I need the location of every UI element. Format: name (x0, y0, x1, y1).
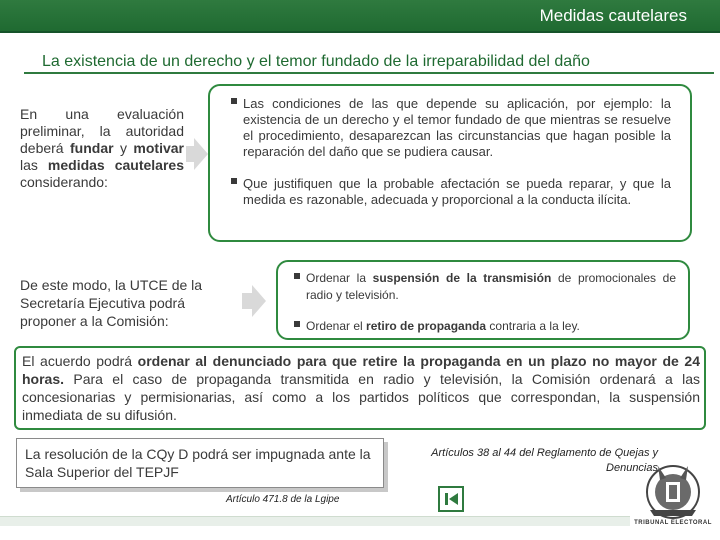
articles-reference: Artículos 38 al 44 del Reglamento de Quejas y Denuncias (431, 447, 658, 474)
intro-text-part: y (113, 140, 134, 156)
arrow-right-icon (186, 146, 194, 162)
arrow-right-icon (242, 293, 252, 309)
intro-text-part: En una evaluación preliminar, la autoridad deberá (20, 106, 184, 156)
intro-text (20, 106, 184, 191)
order-item (306, 318, 676, 335)
agreement-bold: ordenar al denunciado para que retire la propaganda en un plazo no mayor de 24 horas. (22, 353, 701, 387)
intro-text-part: las (20, 157, 48, 173)
utce-text: De este modo, la UTCE de la Secretaría Ejecutiva podrá proponer a la Comisión: (20, 277, 203, 329)
section-subtitle: La existencia de un derecho y el temor fundado de la irreparabilidad del daño (42, 53, 590, 70)
intro-bold-fundar: fundar (70, 140, 114, 156)
resolution-box (16, 438, 384, 488)
logo-caption: TRIBUNAL ELECTORAL (634, 520, 712, 526)
agreement-box (14, 346, 706, 430)
arrow-right-icon (252, 285, 266, 317)
bullet-icon (294, 321, 300, 327)
slide-title: Medidas cautelares (539, 6, 687, 25)
bullet-icon (294, 273, 300, 279)
agreement-text-part: Para el caso de propaganda transmitida en radio y televisión, la Comisión ordenará a las concesionarias y permisionarias, así como a los partidos políticos que correspondan, la suspensión inmediata de su difusión. (22, 371, 700, 423)
arrow-right-icon (194, 138, 208, 170)
intro-bold-medidas: medidas cautelares (47, 157, 184, 173)
agreement-text-part: El acuerdo podrá (22, 353, 138, 369)
footer-stripe (0, 516, 630, 526)
first-slide-icon (449, 493, 458, 505)
header-bar (0, 0, 720, 33)
order-bold: suspensión de la transmisión (372, 271, 552, 285)
lgipe-reference: Artículo 471.8 de la Lgipe (226, 494, 340, 505)
first-slide-button[interactable] (438, 486, 464, 512)
order-text-part: Ordenar el (306, 319, 367, 333)
order-bold: retiro de propaganda (366, 319, 487, 333)
order-item (306, 270, 676, 304)
bullet-icon (231, 178, 237, 184)
bullet-icon (231, 98, 237, 104)
agreement-text (22, 352, 700, 424)
first-slide-icon (445, 493, 448, 505)
intro-text-part: considerando: (20, 174, 108, 190)
resolution-text: La resolución de la CQy D podrá ser impugnada ante la Sala Superior del TEPJF (25, 446, 371, 480)
subtitle-divider (24, 72, 714, 74)
order-text-part: de promocionales de radio y televisión. (306, 271, 676, 302)
condition-item: Las condiciones de las que depende su aplicación, por ejemplo: la existencia de un derecho y el temor fundado de que mientras se resuelve el procedimiento, desaparezcan las circunstancias que hagan posible la reparación del daño que se pudiera causar. (243, 96, 671, 159)
order-text-part: contraria a la ley. (486, 319, 580, 333)
intro-bold-motivar: motivar (133, 140, 184, 156)
order-text-part: Ordenar la (306, 271, 373, 285)
condition-item: Que justifiquen que la probable afectación se pueda reparar, y que la medida es razonable, adecuada y proporcional a la conducta ilícita. (243, 176, 671, 207)
